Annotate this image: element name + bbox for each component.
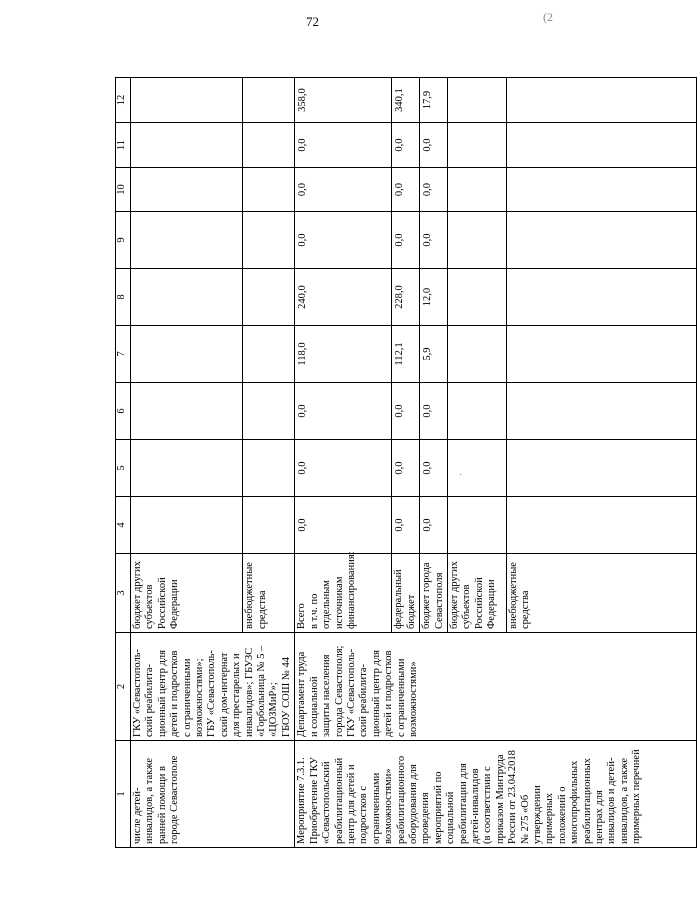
- cell-line: реабилитационного: [395, 755, 407, 844]
- cell-line: Российской: [473, 577, 485, 629]
- cell-line: субъектов: [144, 584, 156, 629]
- cell-line: ГБОУ СОШ № 44: [280, 656, 292, 737]
- cell-line: многопрофильных: [569, 760, 581, 844]
- header-cell-2: 2: [116, 633, 131, 741]
- value-cell: [243, 123, 295, 168]
- header-cell-5: 5: [116, 440, 131, 497]
- value-cell: 112,1: [392, 326, 420, 383]
- header-cell-1: 1: [116, 741, 131, 848]
- value-cell: [506, 383, 696, 440]
- value-cell: [131, 168, 243, 212]
- header-cell-4: 4: [116, 497, 131, 554]
- value-cell: [506, 326, 696, 383]
- cell-line: Приобретение ГКУ: [308, 756, 320, 844]
- cell-line: № 275 «Об: [519, 794, 531, 844]
- value-cell: 0,0: [392, 212, 420, 269]
- value-cell: [243, 440, 295, 497]
- cell-line: реабилитации для: [457, 763, 469, 844]
- value-cell: [447, 269, 506, 326]
- cell-line: ограниченными: [370, 772, 382, 844]
- cell-line: возможностями»: [407, 661, 419, 737]
- cell-line: реабилитационных: [581, 758, 593, 844]
- funding-source-cell: [447, 554, 506, 633]
- cell-line: реабилитационный: [333, 757, 345, 844]
- cell-line: городе Севастополе: [169, 755, 181, 844]
- value-cell: [131, 497, 243, 554]
- value-cell: 0,0: [392, 168, 420, 212]
- cell-line: города Севастополя;: [333, 645, 345, 737]
- value-cell: [447, 168, 506, 212]
- header-cell-6: 6: [116, 383, 131, 440]
- cell-line: внебюджетные: [507, 562, 519, 629]
- value-cell: [506, 123, 696, 168]
- value-cell: [506, 440, 696, 497]
- cell-line: источникам: [333, 576, 345, 629]
- header-cell-11: 11: [116, 123, 131, 168]
- cell-line: оборудования для: [407, 764, 419, 844]
- value-cell: 0,0: [420, 440, 448, 497]
- value-cell: [243, 269, 295, 326]
- cell-line: средства: [520, 590, 532, 629]
- cell-line: детей-инвалидов: [469, 768, 481, 844]
- header-cell-12: 12: [116, 78, 131, 123]
- value-cell: 118,0: [295, 326, 392, 383]
- cell-line: Мероприятие 7.3.1.: [296, 757, 308, 844]
- cell-line: приказом Минтруда: [494, 754, 506, 844]
- value-cell: 0,0: [295, 212, 392, 269]
- cell-line: положений о: [556, 786, 568, 844]
- cell-line: защиты населения: [321, 654, 333, 737]
- cell-line: центрах для: [594, 790, 606, 844]
- cell-line: федеральный: [393, 569, 405, 629]
- page-number: 72: [306, 14, 319, 29]
- cell-line: примерных: [544, 793, 556, 844]
- value-cell: [131, 78, 243, 123]
- table-row: [131, 78, 243, 848]
- value-cell: 240,0: [295, 269, 392, 326]
- funding-source-cell: [131, 554, 243, 633]
- cell-line: Федерации: [486, 579, 498, 629]
- value-cell: [447, 497, 506, 554]
- program-table: [115, 77, 697, 848]
- cell-line: средства: [256, 590, 268, 629]
- cell-line: ГКУ «Севастополь-: [132, 648, 143, 737]
- header-row: [116, 78, 131, 848]
- cell-line: (в соответствии с: [482, 766, 494, 844]
- value-cell: [243, 383, 295, 440]
- value-cell: 5,9: [420, 326, 448, 383]
- cell-line: мероприятий по: [432, 771, 444, 844]
- value-cell: 0,0: [420, 123, 448, 168]
- funding-source-cell: [506, 554, 696, 633]
- cell-line: детей и подростков: [383, 650, 395, 737]
- cell-line: социальной: [445, 791, 457, 844]
- cell-line: России от 23.04.2018: [507, 750, 519, 844]
- cell-line: детей и подростков: [169, 650, 181, 737]
- cell-line: бюджет других: [448, 561, 460, 629]
- value-cell: [506, 168, 696, 212]
- executor-cell: [131, 633, 295, 741]
- value-cell: 0,0: [295, 123, 392, 168]
- value-cell: 0,0: [392, 440, 420, 497]
- cell-line: с ограниченными: [181, 658, 193, 737]
- value-cell: [447, 123, 506, 168]
- value-cell: 340,1: [392, 78, 420, 123]
- value-cell: [447, 440, 506, 497]
- value-cell: [131, 326, 243, 383]
- cell-line: для престарелых и: [231, 653, 243, 737]
- value-cell: [243, 326, 295, 383]
- cell-line: Всего: [296, 603, 308, 629]
- cell-line: Департамент труда: [296, 651, 308, 737]
- header-cell-7: 7: [116, 326, 131, 383]
- value-cell: 0,0: [295, 168, 392, 212]
- cell-line: ГБУ «Севастополь-: [206, 650, 218, 737]
- funding-source-cell: [243, 554, 295, 633]
- cell-line: ский дом-интернат: [218, 652, 230, 737]
- cell-line: финансирования:: [345, 551, 357, 629]
- cell-line: проведения: [420, 792, 432, 844]
- value-cell: 0,0: [420, 168, 448, 212]
- cell-line: подростков с: [358, 786, 370, 844]
- value-cell: 0,0: [420, 383, 448, 440]
- header-cell-9: 9: [116, 212, 131, 269]
- corner-mark: (2: [543, 10, 553, 24]
- header-cell-8: 8: [116, 269, 131, 326]
- activity-cell: [131, 741, 295, 848]
- cell-line: утверждении: [532, 785, 543, 844]
- value-cell: 0,0: [295, 383, 392, 440]
- cell-line: внебюджетные: [244, 562, 256, 629]
- cell-line: с ограниченными: [395, 658, 407, 737]
- value-cell: 0,0: [295, 440, 392, 497]
- cell-line: инвалидов, а также: [618, 757, 630, 844]
- cell-line: ГКУ «Севастополь-: [345, 648, 357, 737]
- value-cell: [447, 383, 506, 440]
- cell-line: ский реабилита-: [144, 663, 156, 737]
- value-cell: [506, 269, 696, 326]
- cell-line: инвалидов»; ГБУЗС: [243, 647, 255, 737]
- value-cell: 0,0: [392, 497, 420, 554]
- value-cell: [506, 497, 696, 554]
- value-cell: [447, 326, 506, 383]
- cell-line: инвалидов и детей-: [606, 757, 618, 844]
- value-cell: [243, 168, 295, 212]
- cell-line: примерных перечней: [631, 749, 643, 844]
- cell-line: отдельным: [321, 580, 333, 629]
- cell-line: бюджет: [405, 594, 417, 629]
- header-cell-10: 10: [116, 168, 131, 212]
- cell-line: центр для детей и: [345, 764, 357, 844]
- cell-line: «Горбольница № 5 –: [256, 645, 268, 737]
- cell-line: и социальной: [308, 676, 320, 737]
- cell-line: бюджет города: [421, 562, 433, 629]
- cell-line: ский реабилита-: [358, 663, 370, 737]
- value-cell: 0,0: [295, 497, 392, 554]
- value-cell: 12,0: [420, 269, 448, 326]
- cell-line: «ЦОЗМиР»;: [268, 682, 280, 737]
- rotated-table-container: [115, 78, 643, 848]
- value-cell: [506, 78, 696, 123]
- stray-mark: ·: [459, 470, 463, 481]
- cell-line: «Севастопольский: [321, 761, 333, 844]
- value-cell: 358,0: [295, 78, 392, 123]
- cell-line: числе детей-: [132, 787, 143, 844]
- value-cell: [243, 212, 295, 269]
- cell-line: ционный центр для: [370, 650, 382, 737]
- value-cell: 0,0: [392, 123, 420, 168]
- value-cell: [131, 269, 243, 326]
- header-cell-3: 3: [116, 554, 131, 633]
- table-row: [295, 78, 392, 848]
- value-cell: [131, 123, 243, 168]
- value-cell: [447, 212, 506, 269]
- cell-line: Севастополя: [433, 572, 445, 629]
- value-cell: 0,0: [420, 212, 448, 269]
- cell-line: Федерации: [169, 579, 181, 629]
- funding-source-cell: [420, 554, 448, 633]
- cell-line: Российской: [156, 577, 168, 629]
- cell-line: ранней помощи в: [156, 766, 168, 844]
- cell-line: в т.ч. по: [308, 593, 320, 629]
- funding-source-cell: [295, 551, 392, 633]
- cell-line: бюджет других: [132, 561, 143, 629]
- funding-source-cell: [392, 554, 420, 633]
- cell-line: ционный центр для: [156, 650, 168, 737]
- cell-line: субъектов: [461, 584, 473, 629]
- value-cell: 228,0: [392, 269, 420, 326]
- activity-cell: [295, 741, 697, 848]
- cell-line: возможностями»: [383, 768, 395, 844]
- value-cell: [243, 497, 295, 554]
- value-cell: [243, 78, 295, 123]
- value-cell: 0,0: [420, 497, 448, 554]
- cell-line: возможностями»;: [194, 658, 206, 737]
- value-cell: [131, 212, 243, 269]
- cell-line: инвалидов, а также: [144, 757, 156, 844]
- value-cell: [131, 440, 243, 497]
- value-cell: [131, 383, 243, 440]
- executor-cell: [295, 633, 697, 741]
- value-cell: [506, 212, 696, 269]
- value-cell: 17,9: [420, 78, 448, 123]
- value-cell: 0,0: [392, 383, 420, 440]
- value-cell: [447, 78, 506, 123]
